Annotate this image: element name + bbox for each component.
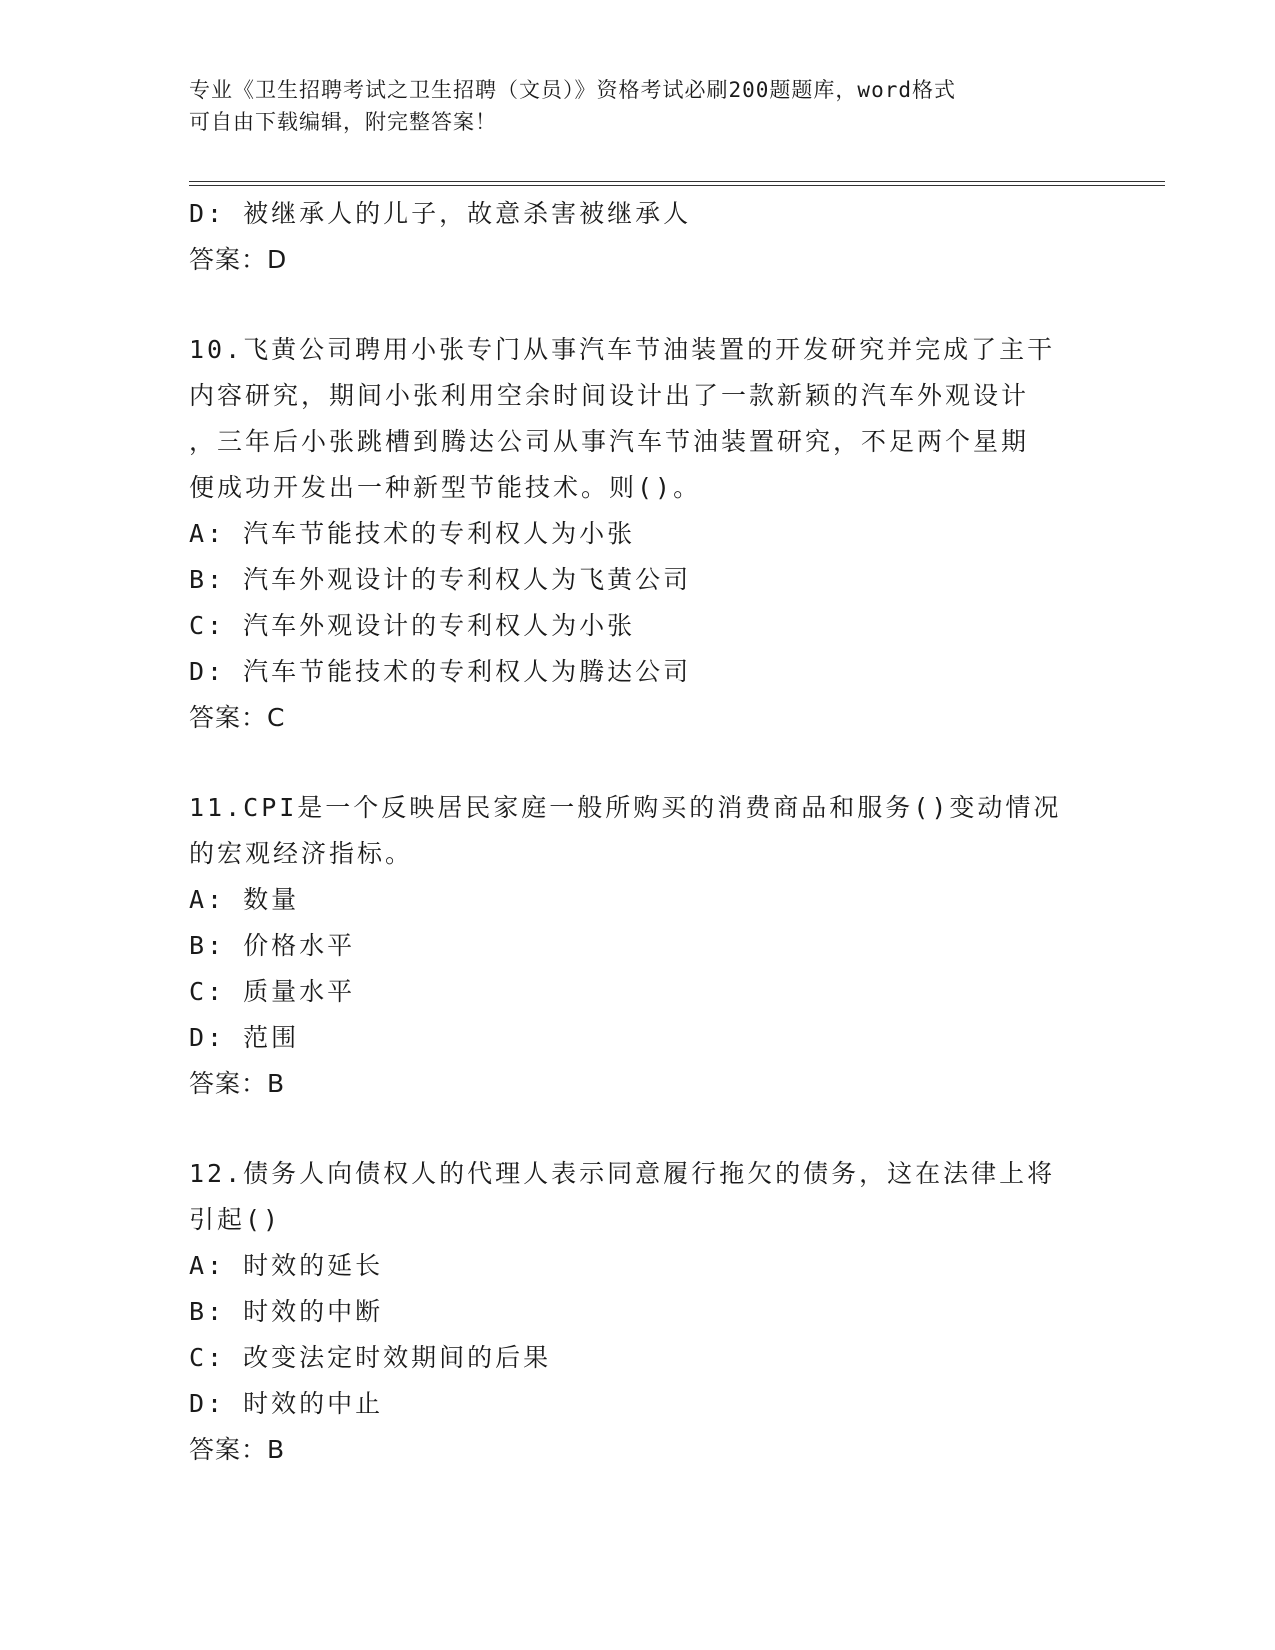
option-a: A: 数量 — [189, 885, 300, 914]
question-stem-line: 12.债务人向债权人的代理人表示同意履行拖欠的债务，这在法律上将 — [189, 1159, 1056, 1188]
header-line-2: 可自由下载编辑，附完整答案！ — [189, 110, 497, 134]
option-d: D: 时效的中止 — [189, 1389, 384, 1418]
question-10 — [189, 327, 1089, 741]
option-b: B: 时效的中断 — [189, 1297, 384, 1326]
option-d: D: 汽车节能技术的专利权人为腾达公司 — [189, 657, 692, 686]
header-divider — [189, 181, 1165, 186]
question-stem-line: 内容研究，期间小张利用空余时间设计出了一款新颖的汽车外观设计 — [189, 381, 1030, 410]
header-line-1: 专业《卫生招聘考试之卫生招聘（文员）》资格考试必刷200题题库，word格式 — [189, 78, 956, 102]
option-b: B: 价格水平 — [189, 931, 356, 960]
question-stem-line: 的宏观经济指标。 — [189, 839, 414, 868]
document-body — [189, 191, 1089, 1473]
option-b: B: 汽车外观设计的专利权人为飞黄公司 — [189, 565, 692, 594]
question-12 — [189, 1151, 1089, 1473]
answer: 答案：B — [189, 1435, 286, 1464]
page-header — [189, 74, 1089, 138]
answer: 答案：C — [189, 703, 286, 732]
option-a: A: 时效的延长 — [189, 1251, 384, 1280]
question-stem-line: 10.飞黄公司聘用小张专门从事汽车节油装置的开发研究并完成了主干 — [189, 335, 1056, 364]
option-c: C: 汽车外观设计的专利权人为小张 — [189, 611, 636, 640]
prev-option-d: D: 被继承人的儿子，故意杀害被继承人 — [189, 199, 692, 228]
question-stem-line: 11.CPI是一个反映居民家庭一般所购买的消费商品和服务()变动情况 — [189, 793, 1062, 822]
option-c: C: 质量水平 — [189, 977, 356, 1006]
question-stem-line: 便成功开发出一种新型节能技术。则()。 — [189, 473, 702, 502]
question-stem-line: 引起() — [189, 1205, 282, 1234]
prev-answer: 答案：D — [189, 245, 288, 274]
answer: 答案：B — [189, 1069, 286, 1098]
option-d: D: 范围 — [189, 1023, 300, 1052]
question-11 — [189, 785, 1089, 1107]
option-a: A: 汽车节能技术的专利权人为小张 — [189, 519, 636, 548]
option-c: C: 改变法定时效期间的后果 — [189, 1343, 552, 1372]
question-stem-line: ，三年后小张跳槽到腾达公司从事汽车节油装置研究，不足两个星期 — [189, 427, 1030, 456]
